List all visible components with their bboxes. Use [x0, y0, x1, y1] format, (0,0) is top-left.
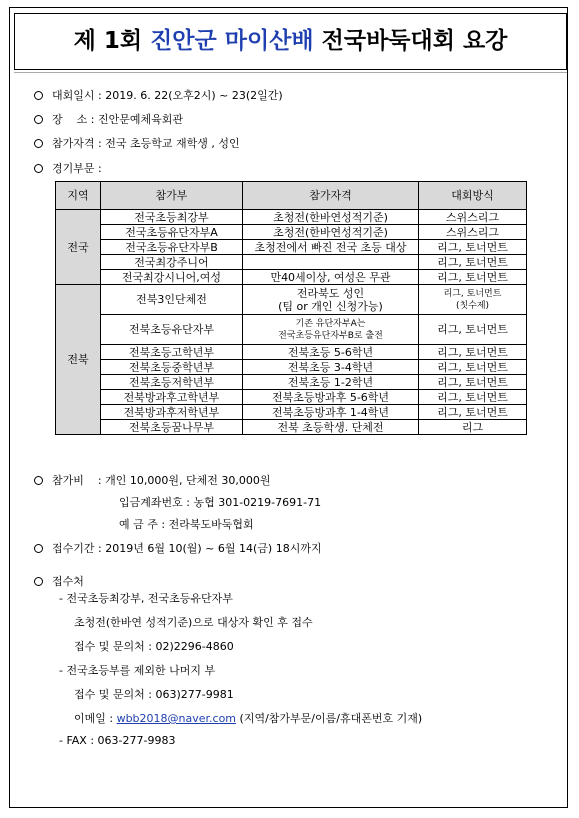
fax-line: - FAX : 063-277-9983: [59, 734, 176, 747]
email-note: (지역/참가부문/이름/휴대폰번호 기재): [236, 712, 423, 725]
table-row: [56, 270, 527, 285]
qualification-cell: 전북초등방과후 1-4학년: [243, 405, 419, 420]
qualification-line: 전국초등유단자부B로 출전: [278, 330, 383, 341]
qualification-cell: [243, 285, 419, 315]
method-cell: 리그, 토너먼트: [419, 270, 527, 285]
division-cell: 전북3인단체전: [101, 285, 243, 315]
period-value: : 2019년 6월 10(월) ~ 6월 14(금) 18시까지: [98, 542, 322, 555]
method-line: 리그, 토너먼트: [443, 288, 502, 299]
qualification-cell: [243, 255, 419, 270]
division-cell: 전북방과후저학년부: [101, 405, 243, 420]
table-row: [56, 405, 527, 420]
table-row: [56, 390, 527, 405]
qualification-cell: 전북 초등학생. 단체전: [243, 420, 419, 435]
table-row: [56, 255, 527, 270]
division-cell: 전국최강주니어: [101, 255, 243, 270]
qualification-cell: 초청전(한바연성적기준): [243, 210, 419, 225]
place-item: 장 소 : 진안문예체육회관: [34, 111, 183, 127]
table-row: [56, 285, 527, 315]
qualification-value: 전국 초등학교 재학생 , 성인: [105, 137, 240, 150]
email-line: [74, 710, 422, 726]
fee-value: : 개인 10,000원, 단체전 30,000원: [97, 474, 271, 487]
method-cell: 리그, 토너먼트: [419, 255, 527, 270]
page-title: [14, 13, 567, 70]
contact-line-2: 초청전(한바연 성적기준)으로 대상자 확인 후 접수: [74, 616, 313, 629]
table-row: [56, 225, 527, 240]
contact-line-5: 접수 및 문의처 : 063)277-9981: [74, 688, 234, 701]
division-cell: 전북방과후고학년부: [101, 390, 243, 405]
email-link[interactable]: wbb2018@naver.com: [116, 712, 237, 725]
division-item: 경기부문 :: [34, 160, 102, 176]
fee-label: 참가비: [52, 474, 84, 487]
fee-account: 입금계좌번호 : 농협 301-0219-7691-71: [119, 496, 322, 509]
contact-item: [34, 573, 84, 589]
title-highlight-cup: 마이산배: [224, 28, 314, 54]
method-cell: 리그, 토너먼트: [419, 405, 527, 420]
method-cell: 리그, 토너먼트: [419, 345, 527, 360]
contact-label: 접수처: [52, 575, 84, 588]
qualification-cell: 전북초등 1-2학년: [243, 375, 419, 390]
circle-bullet-icon: [34, 115, 43, 124]
table-header-row: [56, 182, 527, 210]
circle-bullet-icon: [34, 91, 43, 100]
qualification-item: 참가자격 : 전국 초등학교 재학생 , 성인: [34, 135, 240, 151]
division-cell: 전국초등유단자부A: [101, 225, 243, 240]
division-cell: 전국초등유단자부B: [101, 240, 243, 255]
date-label: 대회일시: [52, 89, 95, 102]
method-line: (칫수제): [455, 300, 490, 311]
header-division: 참가부: [101, 182, 243, 210]
period-item: [34, 540, 322, 556]
period-label: 접수기간: [52, 542, 95, 555]
header-qualification: 참가자격: [243, 182, 419, 210]
title-suffix: 전국바둑대회 요강: [313, 28, 508, 54]
qualification-line: 기존 유단자부A는: [295, 318, 366, 329]
table-row: [56, 240, 527, 255]
contact-line-3: 접수 및 문의처 : 02)2296-4860: [74, 640, 234, 653]
region-jeonbuk: 전북: [56, 285, 101, 435]
contact-line-1: - 전국초등최강부, 전국초등유단자부: [59, 592, 233, 605]
qualification-cell: 전북초등 5-6학년: [243, 345, 419, 360]
date-item: 대회일시 : 2019. 6. 22(오후2시) ~ 23(2일간): [34, 87, 283, 103]
division-cell: 전북초등꿈나무부: [101, 420, 243, 435]
contact-line-4: - 전국초등부를 제외한 나머지 부: [59, 664, 216, 677]
circle-bullet-icon: [34, 544, 43, 553]
title-highlight-county: 진안군: [150, 28, 217, 54]
method-cell: 스위스리그: [419, 225, 527, 240]
circle-bullet-icon: [34, 476, 43, 485]
circle-bullet-icon: [34, 139, 43, 148]
method-cell: 리그, 토너먼트: [419, 240, 527, 255]
table-row: [56, 375, 527, 390]
method-cell: [419, 285, 527, 315]
title-divider: [14, 72, 567, 73]
table-row: [56, 315, 527, 345]
method-cell: 리그, 토너먼트: [419, 390, 527, 405]
email-label: 이메일 :: [74, 712, 117, 725]
qualification-cell: [243, 315, 419, 345]
table-row: [56, 360, 527, 375]
qualification-cell: 초청전에서 빠진 전국 초등 대상: [243, 240, 419, 255]
division-cell: 전북초등저학년부: [101, 375, 243, 390]
fee-item: [34, 472, 270, 488]
qualification-cell: 전북초등방과후 5-6학년: [243, 390, 419, 405]
division-label: 경기부문: [52, 162, 95, 175]
region-national: 전국: [56, 210, 101, 285]
place-label: 장 소: [52, 113, 88, 126]
method-cell: 리그, 토너먼트: [419, 360, 527, 375]
title-space: [217, 28, 225, 54]
table-row: [56, 345, 527, 360]
method-cell: 스위스리그: [419, 210, 527, 225]
header-region: 지역: [56, 182, 101, 210]
qualification-cell: 전북초등 3-4학년: [243, 360, 419, 375]
table-row: [56, 420, 527, 435]
table-row: [56, 210, 527, 225]
title-prefix: 제 1회: [73, 28, 151, 54]
division-cell: 전국최강시니어,여성: [101, 270, 243, 285]
division-cell: 전북초등중학년부: [101, 360, 243, 375]
fee-holder: 예 금 주 : 전라북도바둑협회: [119, 518, 254, 531]
qualification-label: 참가자격: [52, 137, 95, 150]
method-cell: 리그, 토너먼트: [419, 315, 527, 345]
division-cell: 전북초등유단자부: [101, 315, 243, 345]
circle-bullet-icon: [34, 577, 43, 586]
qualification-cell: 만40세이상, 여성은 무관: [243, 270, 419, 285]
method-cell: 리그: [419, 420, 527, 435]
method-cell: 리그, 토너먼트: [419, 375, 527, 390]
qualification-line: (팀 or 개인 신청가능): [278, 299, 383, 313]
qualification-cell: 초청전(한바연성적기준): [243, 225, 419, 240]
date-value: 2019. 6. 22(오후2시) ~ 23(2일간): [105, 89, 283, 102]
header-method: 대회방식: [419, 182, 527, 210]
place-value: 진안문예체육회관: [97, 113, 183, 126]
division-cell: 전국초등최강부: [101, 210, 243, 225]
qualification-line: 전라북도 성인: [296, 286, 365, 300]
division-cell: 전북초등고학년부: [101, 345, 243, 360]
circle-bullet-icon: [34, 164, 43, 173]
division-table: [55, 181, 527, 435]
